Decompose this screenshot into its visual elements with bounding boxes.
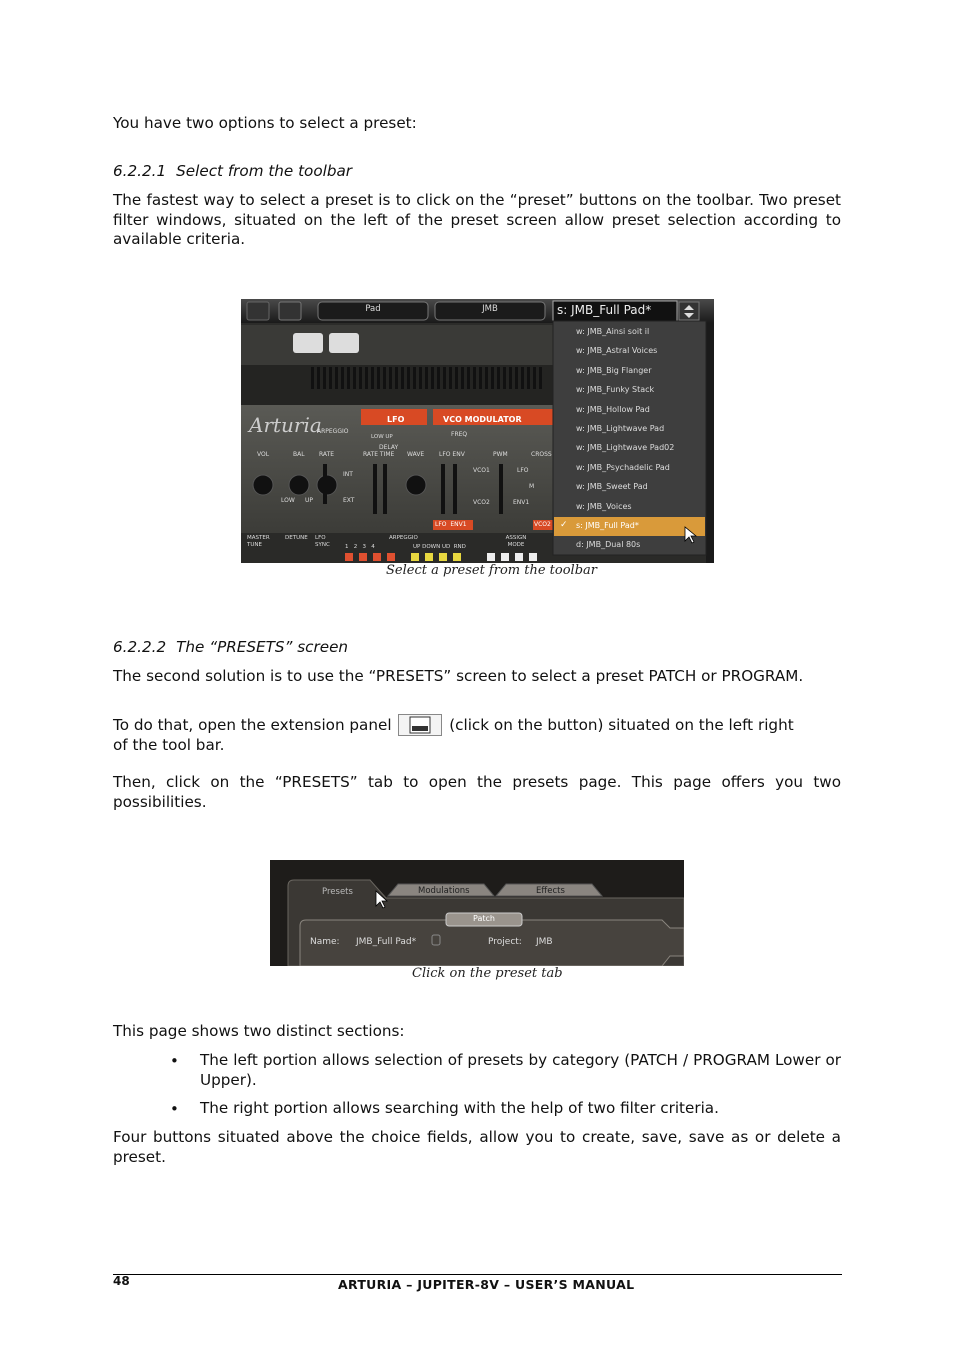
preset-list-item[interactable] [554, 361, 705, 380]
rate-time-label: RATE TIME [363, 451, 395, 458]
section-title: The “PRESETS” screen [176, 638, 349, 656]
body2-after: (click on the button) situated on the left right [449, 716, 794, 734]
extension-panel-icon [398, 714, 442, 736]
lfo2-label: LFO [517, 467, 529, 474]
arpeggio-label: ARPEGGIO [317, 428, 349, 435]
section2-body1: The second solution is to use the “PRESETS” screen to select a preset PATCH or PROGRAM. [113, 667, 804, 685]
toolbar-screenshot [241, 299, 714, 563]
figure-caption-2: Click on the preset tab [412, 966, 563, 981]
preset-list-item[interactable] [554, 322, 705, 341]
preset-list-item-label: w: JMB_Lightwave Pad [576, 423, 665, 433]
preset-list-item-label: w: JMB_Astral Voices [576, 346, 658, 356]
save-as-icon[interactable] [279, 302, 301, 320]
section-title: Select from the toolbar [176, 162, 353, 180]
preset-list-item[interactable] [554, 341, 705, 360]
preset-updown-arrows-icon[interactable] [679, 302, 699, 320]
up-label: UP [305, 497, 314, 504]
sections-intro: This page shows two distinct sections: [113, 1022, 405, 1040]
pwm-label: PWM [493, 451, 508, 458]
footer-title: ARTURIA – JUPITER-8V – USER’S MANUAL [338, 1277, 635, 1292]
preset-list-item[interactable] [554, 438, 705, 457]
bullet-dot: • [170, 1052, 179, 1070]
m-label: M [529, 483, 535, 490]
name-value: JMB_Full Pad* [356, 937, 417, 947]
tab-presets[interactable]: Presets [322, 887, 353, 897]
preset-list-item[interactable] [554, 419, 705, 438]
lfo-label: LFO [387, 415, 405, 424]
tab-effects[interactable]: Effects [536, 886, 565, 896]
preset-list-item-label: w: JMB_Lightwave Pad02 [576, 443, 675, 453]
preset-list-item[interactable] [554, 535, 705, 554]
preset-list-item-label: s: JMB_Full Pad* [576, 520, 639, 530]
section-number: 6.2.2.2 [113, 638, 167, 656]
preset-list-item-label: w: JMB_Psychadelic Pad [576, 462, 670, 472]
save-icon[interactable] [247, 302, 269, 320]
vco2b-label: VCO2 [534, 521, 551, 528]
toolbar-project-field[interactable]: JMB [482, 304, 498, 314]
preset-list-item[interactable] [554, 458, 705, 477]
delay-label: DELAY [379, 444, 399, 451]
bullet-item: The right portion allows searching with the help of two filter criteria. [200, 1099, 719, 1117]
closing-text: Four buttons situated above the choice fields, allow you to create, save, save as or delete a preset. [113, 1128, 841, 1166]
low-label: LOW [281, 497, 295, 504]
freq-label: FREQ [451, 431, 468, 438]
project-value: JMB [536, 937, 553, 947]
preset-list-item-label: w: JMB_Sweet Pad [576, 482, 648, 492]
name-label: Name: [310, 937, 340, 947]
assign-mode-label: ASSIGN MODE [505, 535, 527, 548]
vco-modulator-label: VCO MODULATOR [443, 415, 522, 424]
ext-label: EXT [343, 497, 355, 504]
page-number: 48 [113, 1274, 130, 1288]
figure-caption-1: Select a preset from the toolbar [386, 563, 597, 578]
body2-line2: of the tool bar. [113, 736, 225, 754]
lfo-env-label: LFO ENV [439, 451, 465, 458]
preset-list-item-label: w: JMB_Ainsi soit il [576, 327, 650, 336]
preset-display[interactable]: s: JMB_Full Pad* [557, 303, 652, 317]
bal-label: BAL [293, 451, 305, 458]
tab-modulations[interactable]: Modulations [418, 886, 470, 896]
body2-before: To do that, open the extension panel [113, 716, 392, 734]
arp-mode-label: UP DOWN UD RND [413, 544, 466, 550]
wave-label: WAVE [407, 451, 425, 458]
vol-label: VOL [257, 451, 270, 458]
lfo-sync-label: LFO SYNC [315, 535, 330, 548]
int-label: INT [343, 471, 353, 478]
preset-list-item-label: w: JMB_Funky Stack [576, 385, 655, 395]
lfo-env1-label: LFO ENV1 [435, 521, 467, 528]
toolbar-category-field[interactable]: Pad [365, 304, 381, 314]
presets-tab-screenshot [270, 860, 684, 966]
rate-label: RATE [319, 451, 335, 458]
arpeggio2-label: ARPEGGIO [389, 535, 418, 541]
preset-list-item-label: w: JMB_Voices [576, 501, 632, 511]
section-heading-2 [113, 638, 348, 656]
preset-dropdown[interactable] [554, 322, 705, 555]
section1-body: The fastest way to select a preset is to click on the “preset” buttons on the toolbar. Two preset filter windows, situated on the left of the preset screen allow preset selection according to available criteria. [113, 191, 841, 248]
cross-label: CROSS [531, 451, 552, 458]
preset-list-item-label: d: JMB_Dual 80s [576, 540, 641, 550]
section-heading-1 [113, 162, 352, 180]
footer-rule [113, 1274, 842, 1275]
project-label: Project: [488, 937, 522, 947]
vco2-label: VCO2 [473, 499, 490, 506]
env1-label: ENV1 [513, 499, 530, 506]
low-up-label: LOW UP [371, 434, 393, 440]
preset-list-item[interactable] [554, 477, 705, 496]
section2-body2 [113, 714, 841, 756]
arp-steps-label: 1 2 3 4 [345, 544, 375, 550]
preset-list-item-label: w: JMB_Hollow Pad [576, 404, 650, 414]
master-tune-label: MASTER TUNE [247, 535, 270, 548]
preset-list-item[interactable] [554, 516, 705, 535]
checkmark-icon: ✓ [560, 519, 568, 530]
intro-text: You have two options to select a preset: [113, 114, 417, 132]
preset-list-item-label: w: JMB_Big Flanger [576, 365, 652, 375]
arturia-logo: Arturia [249, 413, 322, 437]
preset-list-item[interactable] [554, 497, 705, 516]
section-number: 6.2.2.1 [113, 162, 167, 180]
patch-button[interactable]: Patch [473, 914, 495, 923]
lock-icon [430, 934, 442, 948]
bullet-item: The left portion allows selection of presets by category (PATCH / PROGRAM Lower or Upper). [200, 1051, 841, 1089]
vco1-label: VCO1 [473, 467, 490, 474]
preset-list-item[interactable] [554, 400, 705, 419]
bullet-dot: • [170, 1100, 179, 1118]
section2-body3: Then, click on the “PRESETS” tab to open the presets page. This page offers you two possibilities. [113, 773, 841, 811]
detune-label: DETUNE [285, 535, 308, 541]
preset-list-item[interactable] [554, 380, 705, 399]
